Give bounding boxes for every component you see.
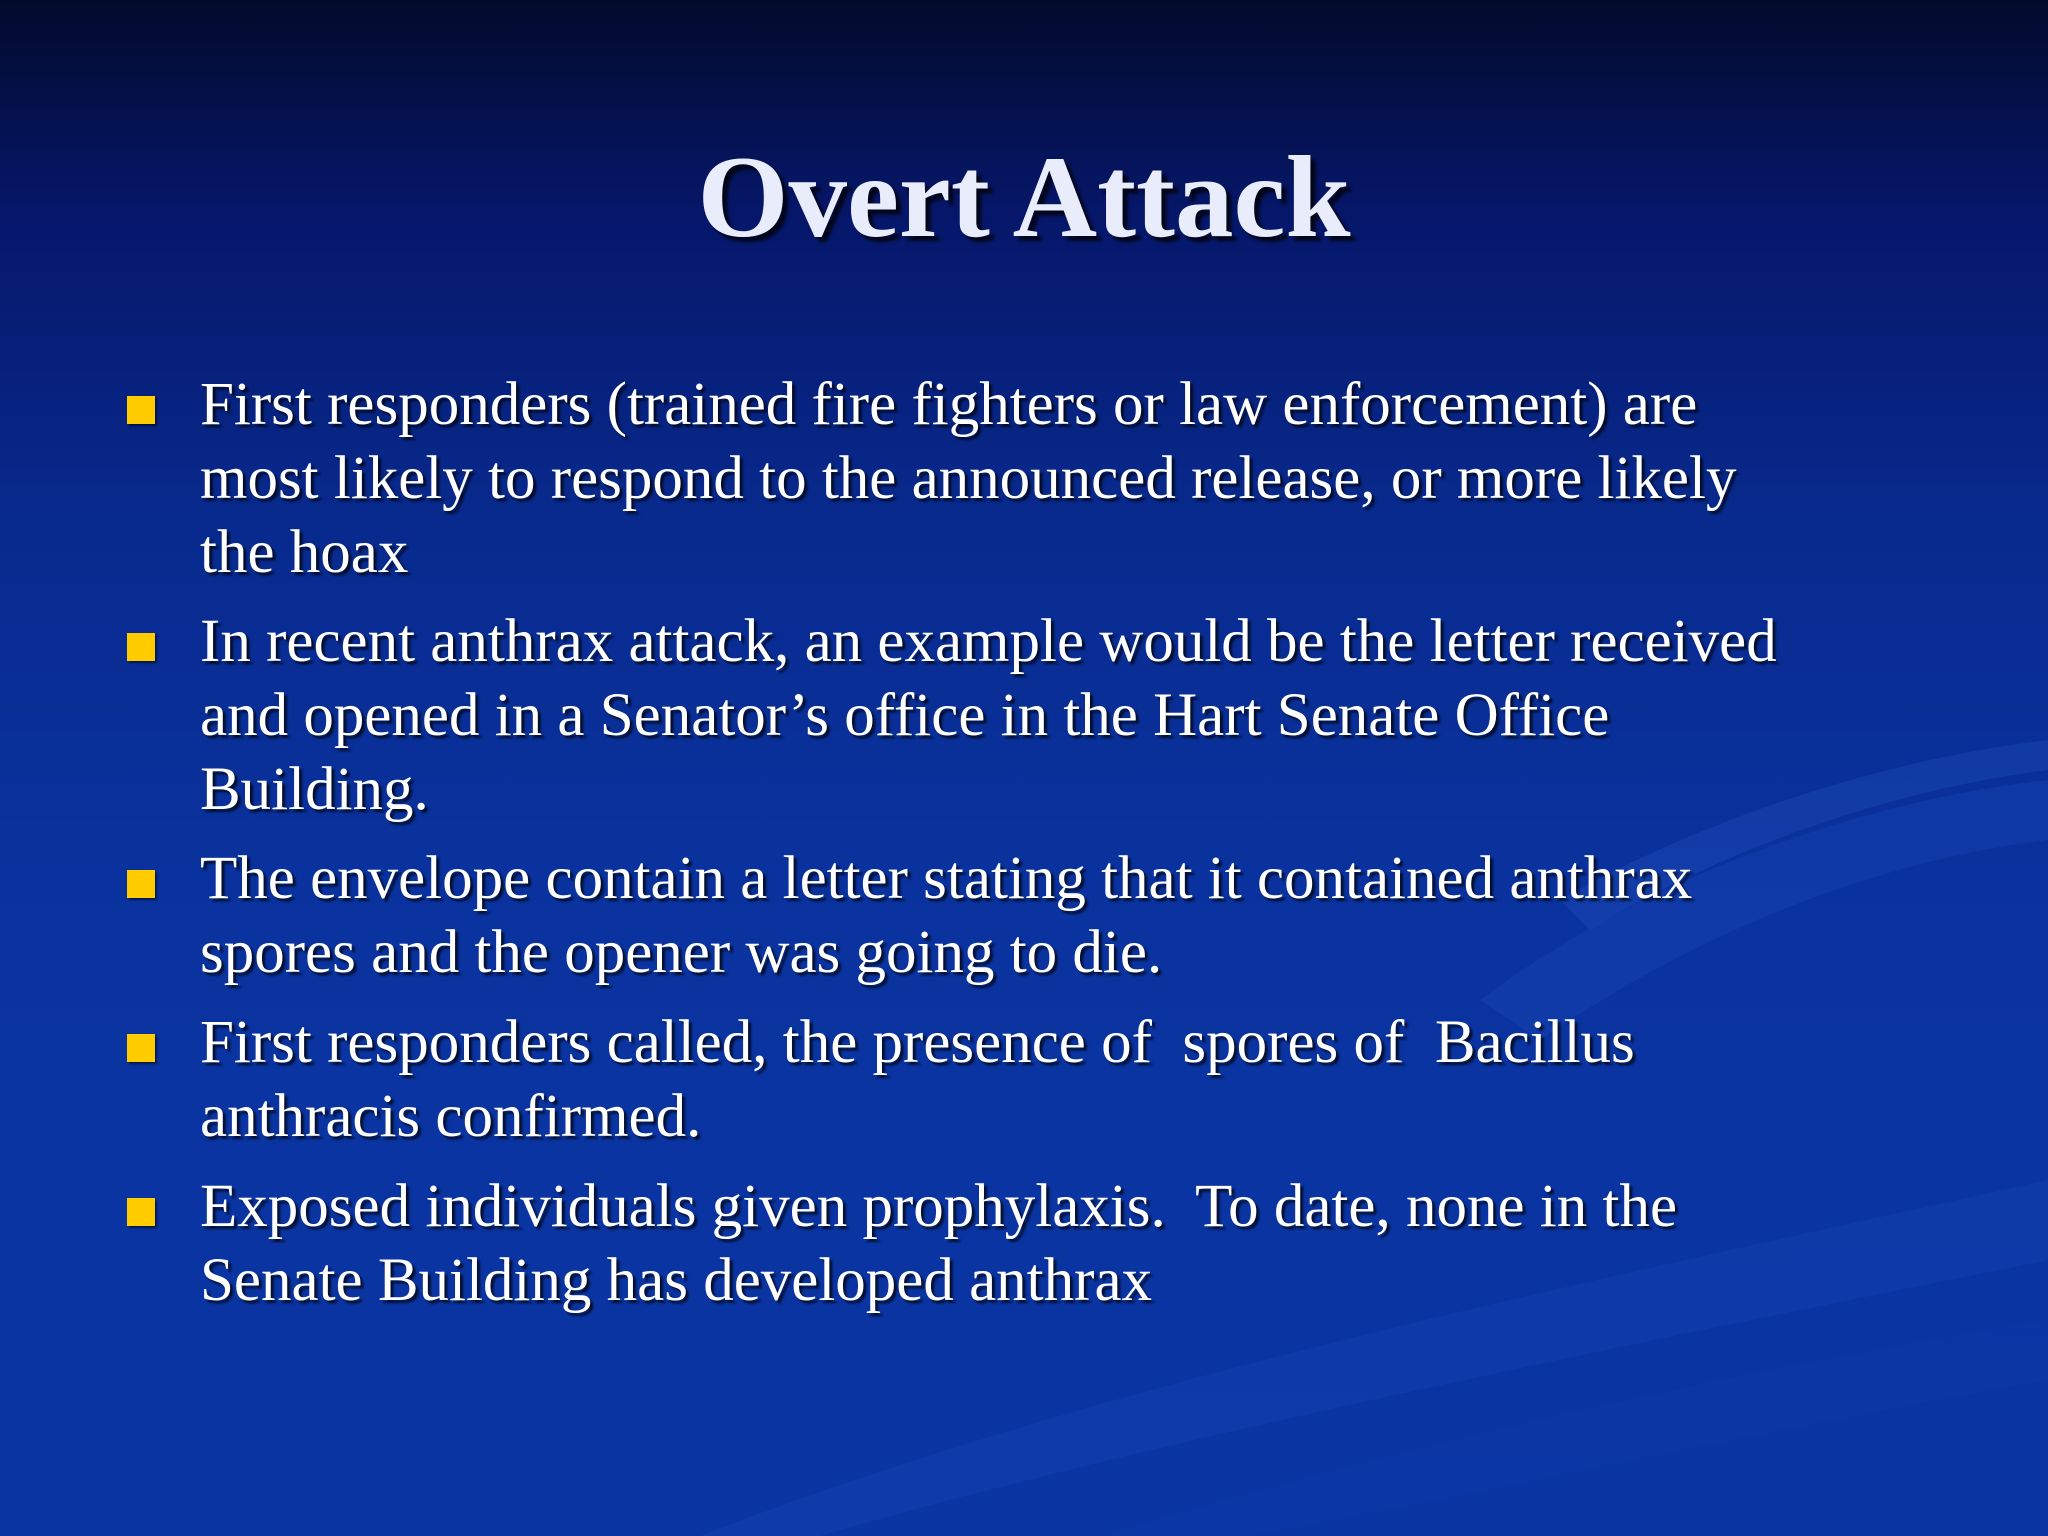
bullet-line: First responders called, the presence of spores of Bacillus	[200, 1009, 1635, 1076]
bullet-line: and opened in a Senator’s office in the Hart Senate Office	[200, 682, 1610, 749]
bullet-text	[200, 1170, 1920, 1318]
square-bullet-icon	[127, 396, 155, 424]
bullet-line: Exposed individuals given prophylaxis. To date, none in the	[200, 1173, 1678, 1240]
bullet-line: First responders (trained fire fighters or law enforcement) are	[200, 371, 1698, 438]
bullet-text	[200, 368, 1920, 590]
bullet-line: In recent anthrax attack, an example would be the letter received	[200, 608, 1777, 675]
bullet-line: the hoax	[200, 519, 409, 586]
bullet-line: Senate Building has developed anthrax	[200, 1247, 1153, 1314]
bullet-line: Building.	[200, 756, 429, 823]
square-bullet-icon	[127, 633, 155, 661]
square-bullet-icon	[127, 870, 155, 898]
bullet-line: The envelope contain a letter stating that it contained anthrax	[200, 845, 1693, 912]
bullet-text	[200, 842, 1920, 990]
square-bullet-icon	[127, 1034, 155, 1062]
bullet-text	[200, 1006, 1920, 1154]
slide-title: Overt Attack	[697, 133, 1351, 262]
square-bullet-icon	[127, 1198, 155, 1226]
bullet-text	[200, 605, 1920, 827]
bullet-line: spores and the opener was going to die.	[200, 919, 1163, 986]
bullet-line: anthracis confirmed.	[200, 1083, 702, 1150]
bullet-line: most likely to respond to the announced release, or more likely	[200, 445, 1737, 512]
